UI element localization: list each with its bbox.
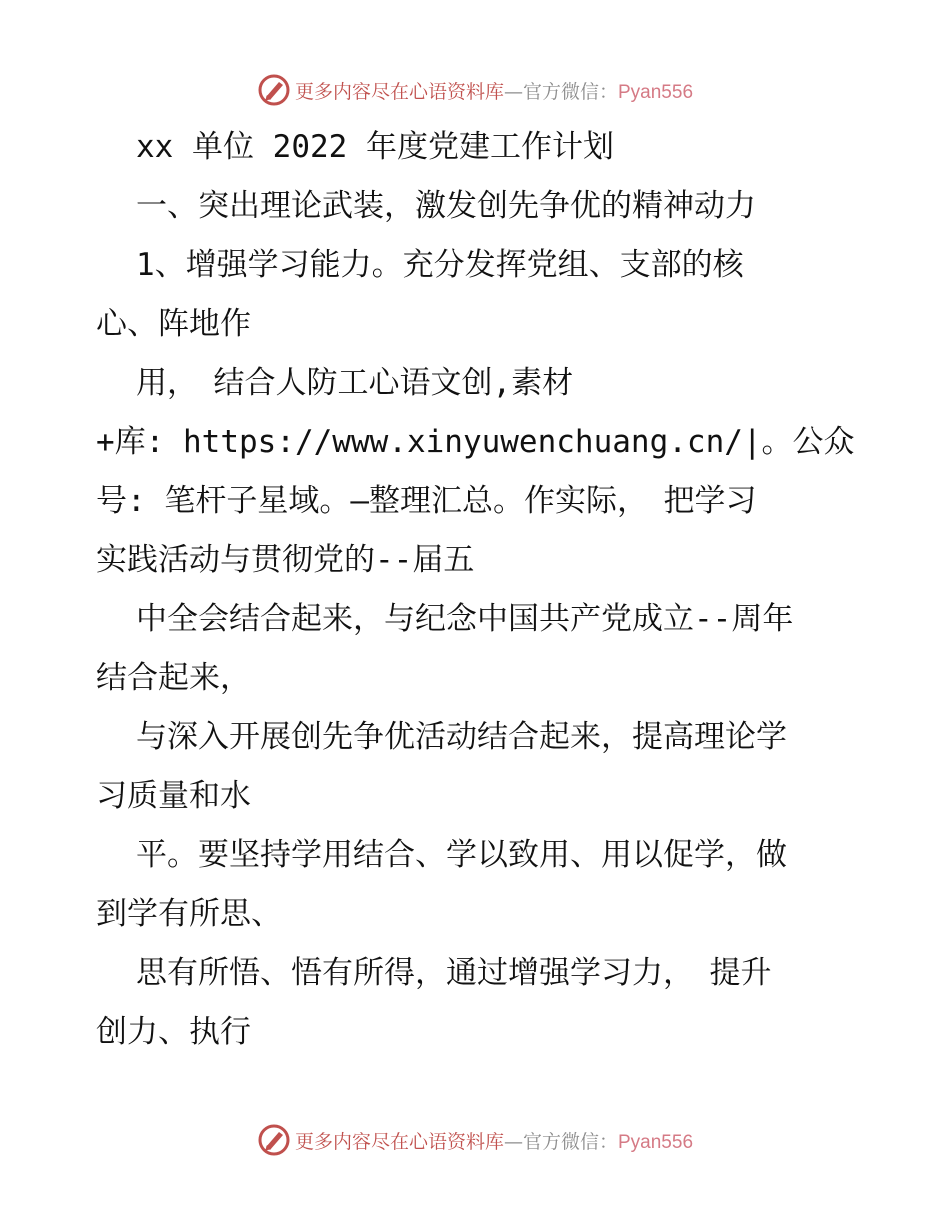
pen-logo-icon — [257, 1123, 291, 1157]
pen-logo-icon — [257, 73, 291, 107]
watermark-text-main: 更多内容尽在心语资料库 — [294, 1130, 504, 1153]
watermark-text-wechat: —官方微信： — [503, 1130, 618, 1153]
watermark-text-wechat: —官方微信： — [503, 80, 618, 103]
section-heading: 一、突出理论武装，激发创先争优的精神动力 — [136, 188, 756, 224]
paragraph-line: 心、阵地作 — [96, 306, 251, 342]
header-watermark — [0, 70, 950, 110]
paragraph-line: +库: https://www.xinyuwenchuang.cn/|。公众 — [96, 424, 855, 460]
paragraph-line: 1、增强学习能力。充分发挥党组、支部的核 — [136, 247, 744, 283]
paragraph-line: 平。要坚持学用结合、学以致用、用以促学，做 — [136, 837, 787, 873]
paragraph-line: 思有所悟、悟有所得，通过增强学习力， 提升 — [136, 955, 772, 991]
watermark-text-main: 更多内容尽在心语资料库 — [294, 80, 504, 103]
document-body — [96, 118, 876, 1062]
paragraph-line: 结合起来， — [96, 660, 251, 696]
footer-watermark — [0, 1120, 950, 1160]
watermark-text-id: Pyan556 — [618, 81, 694, 103]
paragraph-line: 号: 笔杆子星域。—整理汇总。作实际， 把学习 — [96, 483, 757, 519]
paragraph-line: 中全会结合起来，与纪念中国共产党成立--周年 — [136, 601, 794, 637]
paragraph-line: 到学有所思、 — [96, 896, 282, 932]
watermark-text-id: Pyan556 — [618, 1131, 694, 1153]
paragraph-line: 用， 结合人防工心语文创,素材 — [136, 365, 574, 401]
paragraph-line: 习质量和水 — [96, 778, 251, 814]
document-title: xx 单位 2022 年度党建工作计划 — [136, 129, 614, 165]
paragraph-line: 实践活动与贯彻党的--届五 — [96, 542, 475, 578]
paragraph-line: 创力、执行 — [96, 1014, 251, 1050]
paragraph-line: 与深入开展创先争优活动结合起来，提高理论学 — [136, 719, 787, 755]
